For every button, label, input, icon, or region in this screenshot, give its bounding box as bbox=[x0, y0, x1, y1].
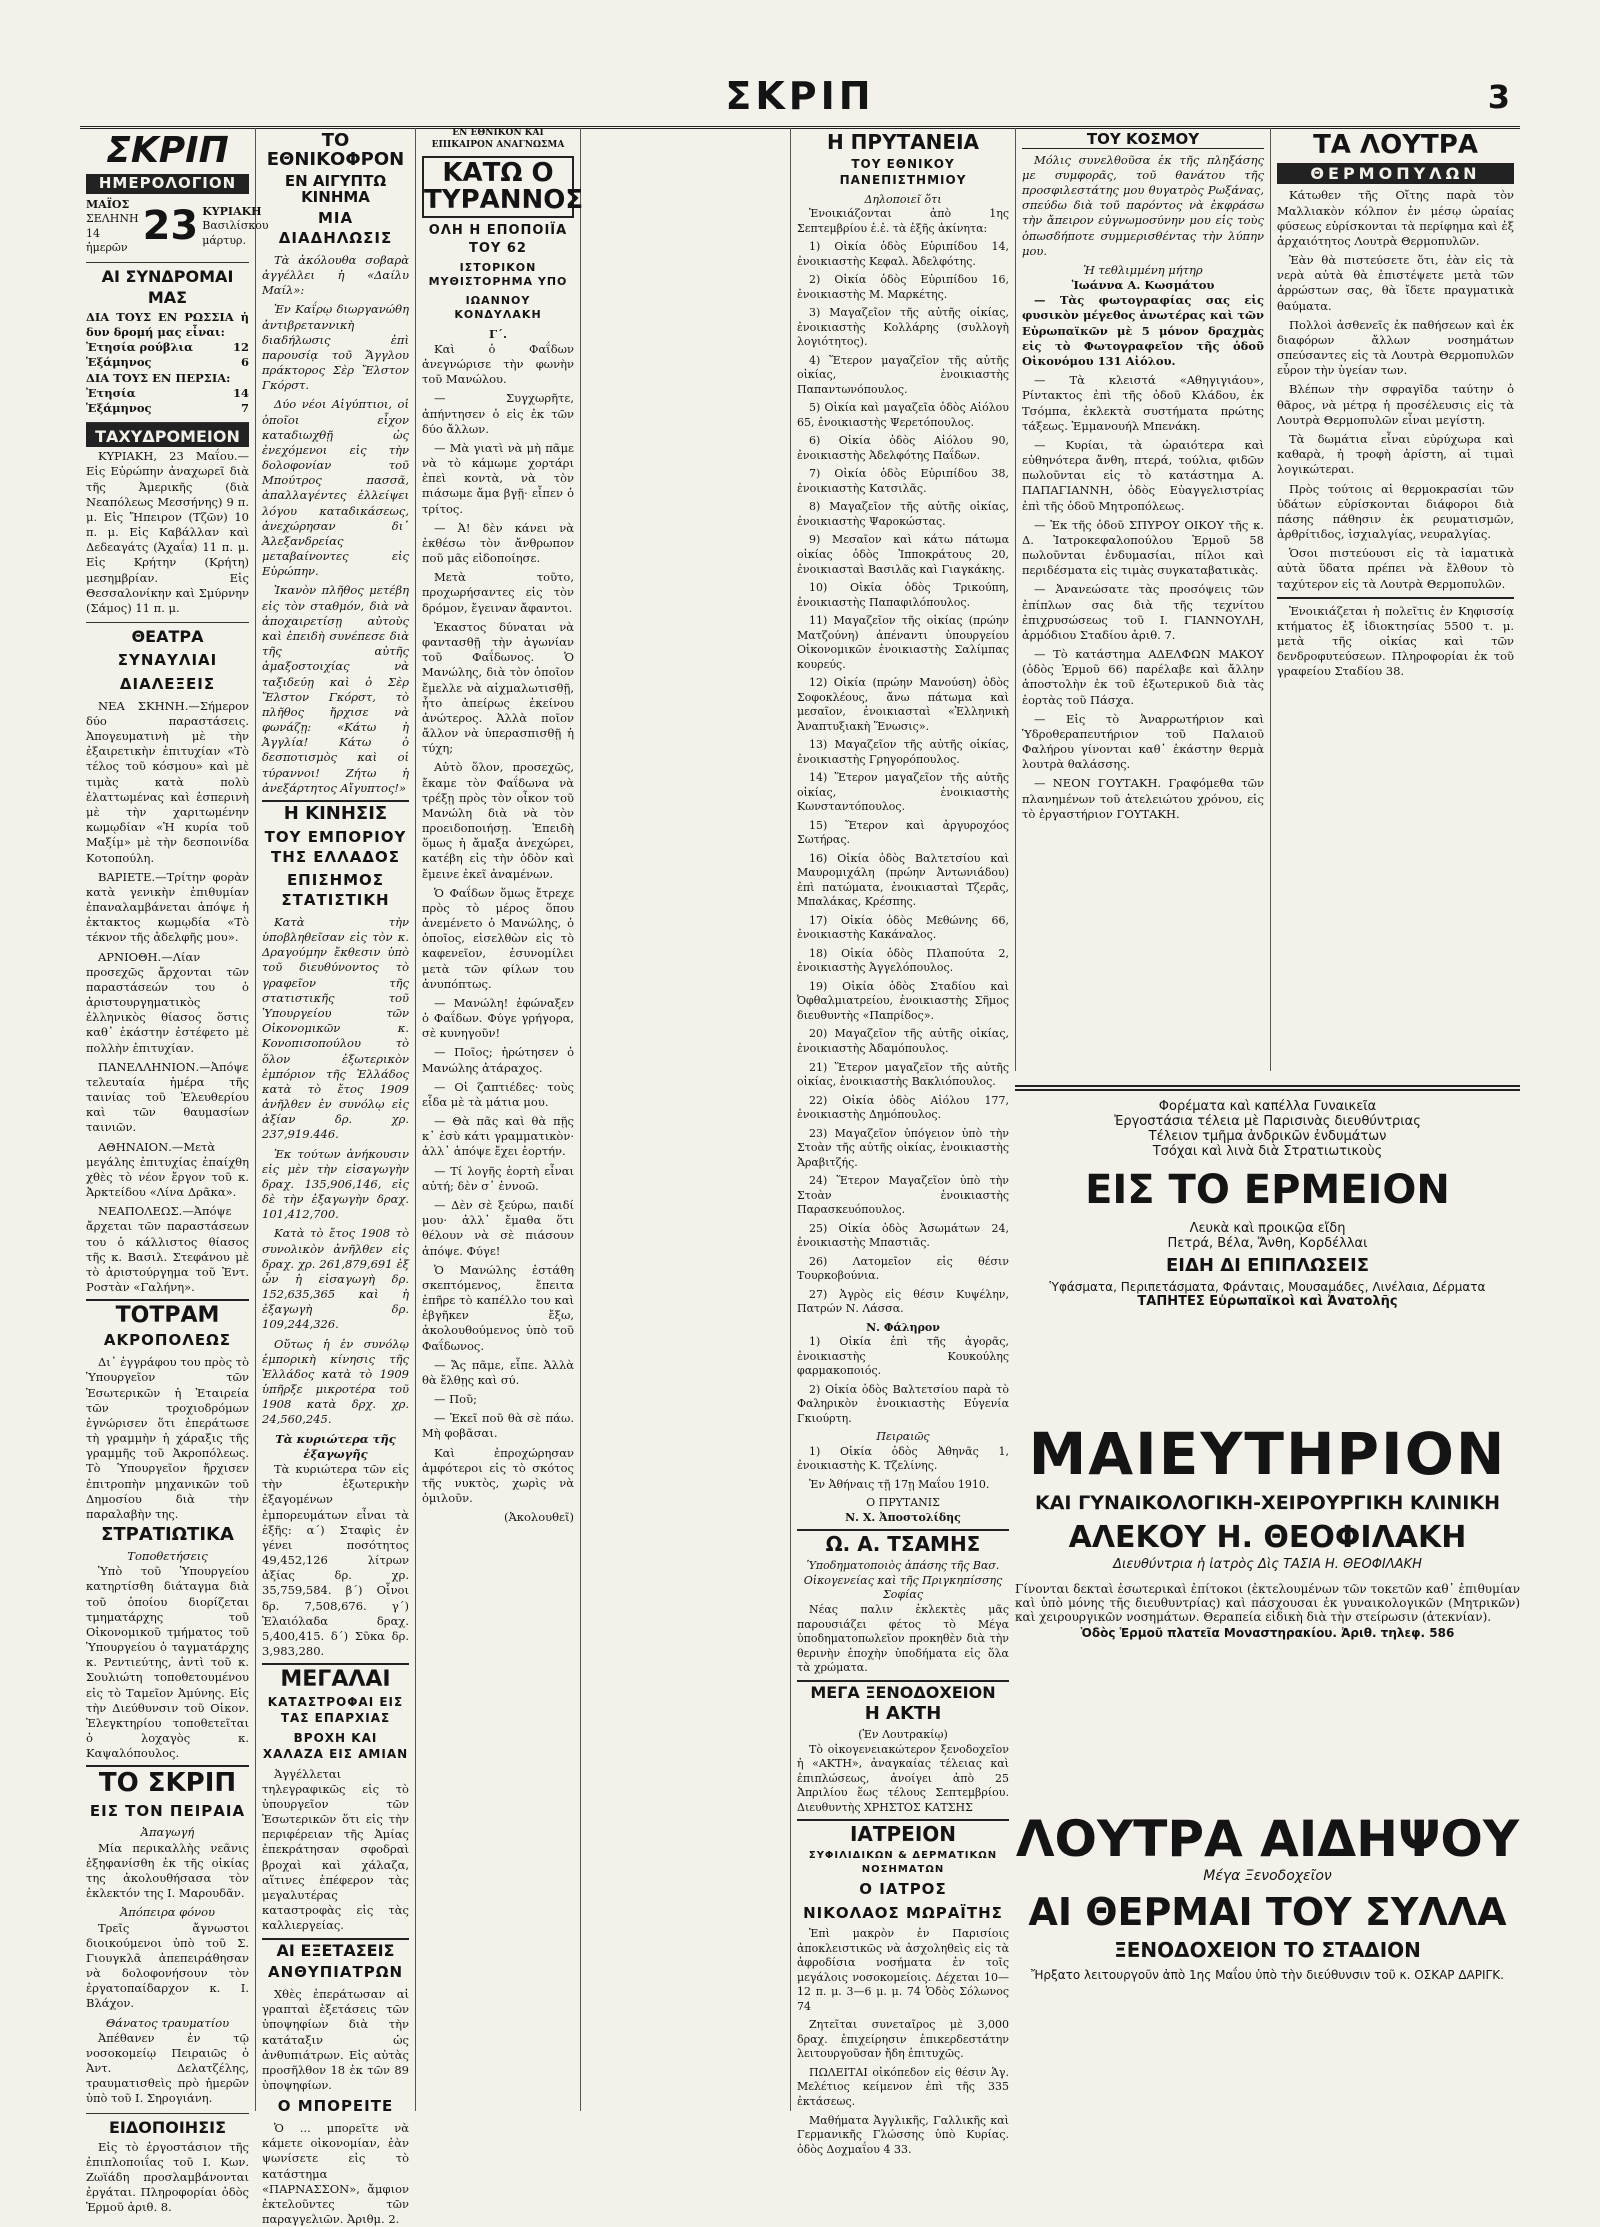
notice-text: Εἰς τὸ ἐργοστάσιον τῆς ἐπιπλοποιΐας τοῦ Ι. Κων. Ζωϊάδη προσλαμβάνονται ἐργάται. Πληροφορίαι ὁδὸς Ἑρμοῦ ἀριθ. 8. bbox=[86, 2139, 249, 2215]
serial-text: — Ἀ! δὲν κάνει νὰ ἐκθέσω τὸν ἄνθρωπον ποῦ μᾶς εἰδοποίησε. bbox=[422, 520, 574, 566]
classified-item: — Εἰς τὸ Ἀναρρωτήριον καὶ Ὑδροθεραπευτήριον τοῦ Παλαιοῦ Φαλήρου γίνονται καθ᾿ ἑκάστην θερμὰ λουτρὰ θαλάσσης. bbox=[1022, 711, 1264, 772]
article-headline: ΜΕΓΑΛΑΙ bbox=[262, 1663, 409, 1691]
theatre-item: ΒΑΡΙΕΤΕ.—Τρίτην φορὰν κατὰ γενικὴν ἐπιθυμίαν ἐπαναλαμβάνεται ἀπόψε ἡ ἐκτακτος κωμῳδία «Τὸ τέκνον τῆς ἀδελφῆς μου». bbox=[86, 869, 249, 945]
serial-text: Ὁ Φαΐδων ὅμως ἔτρεχε πρὸς τὸ μέρος ὅπου ἀνεμένετο ὁ Μανώλης, ὁ ὁποῖος, εἰσελθὼν εἰς τὸ καφενεῖον, ἐσυνομίλει μετὰ τῶν φίλων του ἀνυπόπτως. bbox=[422, 885, 574, 991]
notice-item: 20) Μαγαζεῖον τῆς αὐτῆς οἰκίας, ἐνοικιαστὴς Ἀδαμόπουλος. bbox=[797, 1027, 1009, 1055]
subscription-row bbox=[86, 386, 249, 401]
article-text: Ἐκ τούτων ἀνήκουσιν εἰς μὲν τὴν εἰσαγωγὴν δραχ. 135,906,146, εἰς δὲ τὴν ἐξαγωγὴν δραχ. 101,412,700. bbox=[262, 1146, 409, 1222]
serial-text: — Συγχωρῆτε, ἀπήντησεν ὁ εἰς ἐκ τῶν δύο ἄλλων. bbox=[422, 391, 574, 436]
ad-headline: Η ΑΚΤΗ bbox=[864, 1703, 942, 1725]
notice-item: 11) Μαγαζεῖον τῆς οἰκίας (πρώην Ματζούνη) ἀπέναντι ὑπουργείου Οἰκονομικῶν ἐνοικιαστὴς Σαλίμπας κουρεύς. bbox=[797, 614, 1009, 671]
calendar-title: ΗΜΕΡΟΛΟΓΙΟΝ bbox=[86, 174, 249, 194]
subscriptions-russia: ΔΙΑ ΤΟΥΣ ΕΝ ΡΩΣΣΙΑ ἡ δυν δρομή μας εἶναι: bbox=[86, 309, 249, 340]
ad-subheadline: ΝΙΚΟΛΑΟΣ ΜΩΡΑΪΤΗΣ bbox=[803, 1903, 1003, 1922]
theatre-item: ΑΘΗΝΑΙΟΝ.—Μετὰ μεγάλης ἐπιτυχίας ἐπαίχθη χθὲς τὸ νέον ἔργον τοῦ κ. Ἀρκτείδου «Λίνα Δρᾶκα». bbox=[86, 1139, 249, 1200]
ad-text: Ὑποδηματοποιὸς ἁπάσης τῆς Βασ. Οἰκογενείας καὶ τῆς Πριγκηπίσσης Σοφίας bbox=[803, 1559, 1003, 1602]
ad-text: (Ἐν Λουτρακίῳ) bbox=[858, 1728, 948, 1742]
serial-text: — Μανώλη! ἐφώναξεν ὁ Φαΐδων. Φύγε γρήγορα, σὲ κυνηγοῦν! bbox=[422, 995, 574, 1041]
ad-headline: ΜΕΓΑ ΞΕΝΟΔΟΧΕΙΟΝ bbox=[797, 1680, 1009, 1702]
section-headline: ΤΟΥ ΚΟΣΜΟΥ bbox=[1022, 132, 1264, 149]
piraeus-text: Τρεῖς ἄγνωστοι διοικούμενοι ὑπὸ τοῦ Σ. Γιουγκλᾶ ἀπεπειράθησαν νὰ δολοφονήσουν τὸν ἐργατοπαίδαρχον κ. Ι. Βλάχον. bbox=[86, 1920, 249, 2011]
notice-item: 24) Ἕτερον Μαγαζεῖον ὑπὸ τὴν Στοὰν ἐνοικιαστὴς Παρασκευόπουλος. bbox=[797, 1174, 1009, 1217]
notice-item: 12) Οἰκία (πρώην Μανούση) ὁδὸς Σοφοκλέους, ἄνω πάτωμα καὶ μεσαῖον, ἐνοικιασταὶ «Ἑλληνικὴ Ἀναπτυξιακὴ Ἕνωσις». bbox=[797, 676, 1009, 733]
notice-item: 16) Οἰκία ὁδὸς Βαλτετσίου καὶ Μαυρομιχάλη (πρώην Ἀντωνιάδου) ἐπὶ πατώματα, ἐνοικιασταὶ Τζερᾶς, Μπαλάκας, Κρέσπης. bbox=[797, 851, 1009, 909]
ad-text: Πρὸς τούτοις αἱ θερμοκρασίαι τῶν ὑδάτων εὑρίσκονται διάφοροι διὰ πάσης πάθησιν ἐκ ρευματισμῶν, ἀρθρίτιδος, ἰσχιαλγίας, νευραλγίας. bbox=[1277, 481, 1514, 542]
piraeus-heading: Ἀπαγωγή bbox=[140, 1825, 195, 1840]
notice-subheadline: ΤΟΥ ΕΘΝΙΚΟΥ ΠΑΝΕΠΙΣΤΗΜΙΟΥ bbox=[839, 157, 967, 187]
concerts-title: ΣΥΝΑΥΛΙΑΙ bbox=[117, 651, 218, 670]
subscription-label: Ἐτησία ρούβλια bbox=[86, 340, 193, 355]
notice-item: 19) Οἰκία ὁδὸς Σταδίου καὶ Ὀφθαλμιατρείου, ἐνοικιαστὴς Σῆμος διευθυντὴς «Παπρίδος». bbox=[797, 979, 1009, 1022]
article-headline: Η ΚΙΝΗΣΙΣ bbox=[262, 800, 409, 824]
article-text: Κατὰ τὸ ἔτος 1908 τὸ συνολικὸν ἀνῆλθεν εἰς δραχ. χρ. 261,879,691 ἐξ ὧν ἡ εἰσαγωγὴ δρ. 152,635,365 καὶ ἡ ἐξαγωγὴ δρ. 109,244,326. bbox=[262, 1226, 409, 1332]
classified-item: — Τὰ κλειστά «Αθηγιγιάου», Ρίντακτος ἐπὶ τῆς ὁδοῦ Κλάδου, ἐκ Τσόμπα, ἐκλεκτὰ συστήματα πρώτης τάξεως. Ἐμμανουήλ Μπενάκη. bbox=[1022, 373, 1264, 433]
ad-line: Πετρά, Βέλα, Ἄνθη, Κορδέλλαι bbox=[1167, 1236, 1368, 1251]
notice-item: 2) Οἰκία ὁδὸς Εὐριπίδου 16, ἐνοικιαστὴς Μ. Μαρκέτης. bbox=[797, 273, 1009, 301]
ad-line: Ὑφάσματα, Περιπετάσματα, Φράνταις, Μουσαμάδες, Λινέλαια, Δέρματα bbox=[1049, 1280, 1486, 1294]
subscription-label: Ἑξάμηνος bbox=[86, 355, 152, 370]
notice-subheadline: Δηλοποιεῖ ὅτι bbox=[864, 192, 942, 206]
ad-text: Τὰ δωμάτια εἶναι εὐρύχωρα καὶ καθαρὰ, ἡ τροφὴ ἀρίστη, αἱ τιμαὶ λογικώτεραι. bbox=[1277, 431, 1514, 477]
column-1-brand: ΣΚΡΙΠ bbox=[106, 130, 229, 171]
notice-subheadline: Ν. Φάληρον bbox=[866, 1320, 940, 1334]
ad-text: Ὁσοι πιστεύουσι εἰς τὰ ἰαματικὰ αὐτὰ ὕδατα πρέπει νὰ ἔλθουν τὸ ταχύτερον εἰς τὰ Λουτρὰ Θερμοπυλῶν. bbox=[1277, 546, 1514, 591]
notice-item: 5) Οἰκία καὶ μαγαζεῖα ὁδὸς Αἰόλου 65, ἐνοικιαστὴς Ψερετόπουλος. bbox=[797, 401, 1009, 429]
notice-headline: Η ΠΡΥΤΑΝΕΙΑ bbox=[826, 130, 980, 154]
subscription-value: 12 bbox=[232, 340, 249, 355]
ad-title: ΛΟΥΤΡΑ ΑΙΔΗΨΟΥ bbox=[1015, 1810, 1520, 1868]
ad-line: Τέλειον τμῆμα ἀνδρικῶν ἐνδυμάτων bbox=[1148, 1129, 1387, 1144]
serial-subheadline: ΟΛΗ Η ΕΠΟΠΟΙΪΑ ΤΟΥ 62 bbox=[428, 223, 568, 256]
notice-item: 15) Ἕτερον καὶ ἀργυροχόος Σωτήρας. bbox=[797, 818, 1009, 847]
ermeion-ad bbox=[1015, 1085, 1520, 1369]
subscription-label: Ἐτησία bbox=[86, 385, 136, 400]
serial-text: — Οἱ ζαπτιέδες· τοὺς εἶδα μὲ τὰ μάτια μου. bbox=[422, 1079, 574, 1109]
ad-title: ΕΙΣ ΤΟ ΕΡΜΕΙΟΝ bbox=[1085, 1167, 1450, 1213]
notice-item: 1) Οἰκία ὁδὸς Ἀθηνᾶς 1, ἐνοικιαστὴς Κ. Τζελίνης. bbox=[797, 1444, 1009, 1473]
military-subtitle: Τοποθετήσεις bbox=[127, 1548, 208, 1563]
notice-subheadline: Πειραιῶς bbox=[876, 1430, 930, 1444]
serial-text: — Τί λογῆς ἑορτὴ εἶναι αὐτή; δὲν σ᾿ ἐννοῶ. bbox=[422, 1163, 574, 1193]
clinic-ad bbox=[1015, 1420, 1520, 1670]
ad-text: Ζητεῖται συνεταῖρος μὲ 3,000 δραχ. ἐπιχείρησιν ἐπικερδεστάτην λειτουργοῦσαν ἤδη ἐπιτυχῶς. bbox=[797, 2018, 1009, 2061]
article-headline: ΤΟ ΕΘΝΙΚΟΦΡΟΝ bbox=[266, 130, 405, 170]
notice-item: 23) Μαγαζεῖον ὑπόγειον ὑπὸ τὴν Στοὰν τῆς αὐτῆς οἰκίας, ἐνοικιαστὴς Ἀραβιτζής. bbox=[797, 1126, 1009, 1169]
serial-subheadline: ΙΣΤΟΡΙΚΟΝ ΜΥΘΙΣΤΟΡΗΜΑ ΥΠΟ bbox=[428, 260, 568, 289]
serial-text: — Ποῖος; ἠρώτησεν ὁ Μανώλης ἀτάραχος. bbox=[422, 1045, 574, 1075]
military-text: Ὑπὸ τοῦ Ὑπουργείου κατηρτίσθη διάταγμα διὰ τοῦ ὁποίου διορίζεται τμηματάρχης τοῦ Οἰκονομικοῦ τμήματος τοῦ Ὑπουργείου ὁ ταγματάρχης κ. Ρεντιεύτης, ἀντὶ τοῦ κ. Σουλιώτη τοποθετουμένου εἰς τὸ Ταμεῖον Ἀμύνης. Εἰς τὴν Διεύθυνσιν τοῦ Οἰκον. Ἐλεγκτηρίου τοποθετεῖται ὁ λοχαγὸς κ. Καψαλόπουλος. bbox=[86, 1564, 249, 1761]
ad-text: ΠΩΛΕΙΤΑΙ οἰκόπεδον εἰς θέσιν Ἁγ. Μελέτιος κείμενον ἐπὶ τῆς 335 ἐκτάσεως. bbox=[797, 2065, 1009, 2108]
notice-item: 14) Ἕτερον μαγαζεῖον τῆς αὐτῆς οἰκίας, ἐνοικιαστὴς Κωνσταντόπουλος. bbox=[797, 771, 1009, 814]
serial-author: ΙΩΑΝΝΟΥ ΚΟΝΔΥΛΑΚΗ bbox=[454, 293, 542, 322]
ad-text: Ἐὰν θὰ πιστεύσετε ὅτι, ἐὰν εἰς τὰ νερὰ αὐτὰ θὰ ἐπιστέψετε μετὰ τῶν ἀρρώστων σας, θὰ ἴδετε πραγματικὰ θαύματα. bbox=[1277, 253, 1514, 313]
column-4 bbox=[791, 128, 1015, 2156]
notice-item: 4) Ἕτερον μαγαζεῖον τῆς αὐτῆς οἰκίας, ἐνοικιαστὴς Παπαντωνόπουλος. bbox=[797, 353, 1009, 396]
serial-text: Αὐτὸ ὅλον, προσεχῶς, ἔκαμε τὸν Φαΐδωνα νὰ τρέξῃ πρὸς τὸν οἶκον τοῦ Μανώλη διὰ νὰ τὸν προειδοποιήσῃ. Ἐπειδὴ ὅμως ἡ ἄμαξα ἀνεχώρει, κατέβη εἰς τὴν ὁδὸν καὶ ἔμεινε ἐκεῖ ἀναμένων. bbox=[422, 760, 574, 881]
notice-item: 22) Οἰκία ὁδὸς Αἰόλου 177, ἐνοικιαστὴς Δημόπουλος. bbox=[797, 1093, 1009, 1122]
ad-line: Τσόχαι καὶ λινὰ διὰ Στρατιωτικοὺς bbox=[1152, 1144, 1383, 1159]
serial-text: Ὁ Μανώλης ἐστάθη σκεπτόμενος, ἔπειτα ἐπῆρε τὸ καπέλλο του καὶ ἐβγῆκεν ἔξω, ἀκολουθούμενος ὑπὸ τοῦ Φαΐδωνος. bbox=[422, 1262, 574, 1353]
article-text: Δύο νέοι Αἰγύπτιοι, οἱ ὁποῖοι εἶχον καταδιωχθῇ ὡς ἐνεχόμενοι εἰς τὴν δολοφονίαν τοῦ Μπούτρος πασσᾶ, ἀπαλλαγέντες ἐλλείψει λόγου καταδικάσεως, ἀνεχώρησαν δι᾿ Ἀλεξανδρείας μεταβαίνοντες εἰς Εὐρώπην. bbox=[262, 397, 409, 579]
subscription-value: 6 bbox=[240, 355, 249, 370]
column-6 bbox=[1271, 128, 1520, 1071]
piraeus-text: Μία περικαλλὴς νεᾶνις ἐξηφανίσθη ἐκ τῆς οἰκίας της ἀκολουθήσασα τὸν ἐκλεκτόν της Ι. Μαρουδᾶν. bbox=[86, 1840, 249, 1901]
serial-text: — Μὰ γιατὶ νὰ μὴ πᾶμε νὰ τὸ κάμωμε χορτάρι ἐπεὶ κοντὰ, νὰ τὸν πιάσωμε ἄμα βγῇ· εἶπεν ὁ τρίτος. bbox=[422, 440, 574, 516]
classified-item: — Ἐκ τῆς ὁδοῦ ΣΠΥΡΟΥ ΟΙΚΟΥ τῆς κ. Δ. Ἰατροκεφαλοπούλου Ἑρμοῦ 58 πωλοῦνται ἐνδυμασίαι, πίλοι καὶ περιδέσματα εἰς τιμὰς συγκαταβατικὰς. bbox=[1022, 517, 1264, 578]
ad-text: Νέας παλιν ἐκλεκτὲς μᾶς παρουσιάζει φέτος τὸ Μέγα ὑποδηματοπωλεῖον προκηθὲν διὰ τὴν θερινὴν ἐποχὴν ὑποδήματα εἰς ὅλα τὰ χρώματα. bbox=[797, 1603, 1009, 1675]
notice-title: ΕΙΔΟΠΟΙΗΣΙΣ bbox=[86, 2113, 249, 2138]
theatre-item: ΝΕΑ ΣΚΗΝΗ.—Σήμερον δύο παραστάσεις. Ἀπογευματινὴ μὲ τὴν ἐξαιρετικὴν ἐπιτυχίαν «Τὸ τέλος τοῦ κόσμου» καὶ μὲ τιμὰς κατὰ πολὺ ἐλαττωμένας καὶ ἑσπερινὴ μὲ τὴν χαριτωμένην κωμῳδίαν «Ἡ κυρία τοῦ Μαξίμ» μὲ τὴν δεσποινίδα Κοτοπούλη. bbox=[86, 698, 249, 865]
post-text: ΚΥΡΙΑΚΗ, 23 Μαΐου.—Εἰς Εὐρώπην ἀναχωρεῖ διὰ τῆς Ἀμερικῆς (διὰ Νεαπόλεως Μεσσήνης) 9 π. μ. Εἰς Ἤπειρον (Τζῶν) 10 π. μ. Εἰς Καβάλλαν καὶ Δεδεαγάτς (Ἀχαΐα) 11 π. μ. Εἰς Κρήτην (Κρήτη) μεσημβρίαν. Εἰς Θεσσαλονίκην καὶ Σμύρνην (Σάμος) 11 π. μ. bbox=[86, 449, 249, 615]
ad-text: Κάτωθεν τῆς Οἴτης παρὰ τὸν Μαλλιακὸν κόλπον ἐν μέσῳ ὡραίας φύσεως εὑρίσκονται τὰ περίφημα καὶ ἐξ ἀρχαιότητος Λουτρὰ Θερμοπυλῶν. bbox=[1277, 188, 1514, 248]
article-headline: ΕΝ ΑΙΓΥΠΤΩ ΚΙΝΗΜΑ bbox=[284, 171, 387, 206]
notice-item: 18) Οἰκία ὁδὸς Πλαπούτα 2, ἐνοικιαστὴς Ἀγγελόπουλος. bbox=[797, 946, 1009, 975]
piraeus-heading: Ἀπόπειρα φόνου bbox=[119, 1905, 216, 1920]
serial-text: Καὶ ἐπροχώρησαν ἀμφότεροι εἰς τὸ σκότος τῆς νυκτὸς, χωρὶς νὰ ὁμιλοῦν. bbox=[422, 1445, 574, 1506]
ad-text: Ἐνοικιάζεται ἡ πολεῖτις ἐν Κηφισσίᾳ κτήματος ἐξ ἰδιοκτησίας 5500 τ. μ. μετὰ τῆς οἰκίας καὶ τῶν δενδροφυτεύσεων. Πληροφορίαι ἐκ τοῦ γραφείου Σταδίου 38. bbox=[1277, 603, 1514, 679]
ad-headline: ΤΑ ΛΟΥΤΡΑ bbox=[1313, 130, 1478, 160]
ad-name: ΑΛΕΚΟΥ Η. ΘΕΟΦΙΛΑΚΗ bbox=[1068, 1520, 1467, 1555]
serial-text: Μετὰ τοῦτο, προχωρήσαντες εἰς τὸν δρόμον, ἔγειναν ἄφαντοι. bbox=[422, 570, 574, 615]
ad-headline: ΙΑΤΡΕΙΟΝ bbox=[797, 1819, 1009, 1845]
serial-headline: ΚΑΤΩ Ο ΤΥΡΑΝΝΟΣ bbox=[422, 156, 574, 219]
calendar-month: ΜΑΪΟΣ bbox=[86, 197, 130, 211]
ad-subheadline: ΘΕΡΜΟΠΥΛΩΝ bbox=[1277, 163, 1514, 184]
notice-item: 7) Οἰκία ὁδὸς Εὐριπίδου 38, ἐνοικιαστὴς Κατσιλᾶς. bbox=[797, 467, 1009, 495]
subscription-row bbox=[86, 355, 249, 370]
notice-item: 26) Λατομεῖον εἰς θέσιν Τουρκοβούνια. bbox=[797, 1254, 1009, 1283]
subscription-row bbox=[86, 401, 249, 416]
divider bbox=[1277, 597, 1514, 599]
ad-subtitle: ΕΙΔΗ ΔΙ ΕΠΙΠΛΩΣΕΙΣ bbox=[1165, 1255, 1370, 1276]
tram-subtitle: ΑΚΡΟΠΟΛΕΩΣ bbox=[103, 1331, 232, 1350]
subscription-label: Ἑξάμηνος bbox=[86, 400, 152, 415]
ad-subheadline: Ο ΙΑΤΡΟΣ bbox=[859, 1879, 947, 1898]
ad-line: Ἐργοστάσια τέλεια μὲ Παρισινὰς διευθύντριας bbox=[1114, 1114, 1421, 1129]
piraeus-text: Ἀπέθανεν ἐν τῷ νοσοκομείῳ Πειραιῶς ὁ Ἀντ. Δελατζέλης, τραυματισθεὶς πρὸ ἡμερῶν ὑπὸ τοῦ Ι. Σηρογιάνη. bbox=[86, 2030, 249, 2106]
article-subheadline: ΤΟΥ ΕΜΠΟΡΙΟΥ ΤΗΣ ΕΛΛΑΔΟΣ bbox=[264, 827, 407, 866]
tram-text: Δι᾿ ἐγγράφου του πρὸς τὸ Ὑπουργεῖον τῶν Ἐσωτερικῶν ἡ Ἑταιρεία τῶν τροχιοδρόμων ἐγνώρισεν ὅτι ἐπεράτωσε τὴ γραμμὴν ἡ χάραξις τῆς γραμμῆς τοῦ Ἀκροπόλεως. Τὸ Ὑπουργεῖον ἤρχισεν ἐπιτροπὴν μηχανικῶν τοῦ Δημοσίου διὰ τὴν παραλαβὴν της. bbox=[86, 1355, 249, 1521]
notice-item: 8) Μαγαζεῖον τῆς αὐτῆς οἰκίας, ἐνοικιαστὴς Ψαροκώστας. bbox=[797, 500, 1009, 528]
column-5 bbox=[1016, 128, 1270, 1071]
article-text: Οὕτως ἡ ἐν συνόλῳ ἐμπορικὴ κίνησις τῆς Ἑλλάδος κατὰ τὸ 1909 ὑπῆρξε μικροτέρα τοῦ 1908 κατὰ δρχ. χρ. 24,560,245. bbox=[262, 1336, 409, 1427]
article-text: Ἐν Καΐρῳ διωργανώθη ἀντιβρεταννικὴ διαδήλωσις ἐπὶ παρουσίᾳ τοῦ Ἄγγλου πράκτορος Σὲρ Ἔλστον Γκόρστ. bbox=[262, 302, 409, 393]
article-text: Κατὰ τὴν ὑποβληθεῖσαν εἰς τὸν κ. Δραγούμην ἔκθεσιν ὑπὸ τοῦ διευθύνοντος τὸ γραφεῖον τῆς στατιστικῆς τοῦ Ὑπουργείου τῶν Οἰκονομικῶν κ. Κονοπισοπούλου τὸ ὅλον ἐξωτερικὸν ἐμπόριον τῆς Ἑλλάδος κατὰ τὸ ἔτος 1909 ἀνῆλθεν ἐν συνόλῳ εἰς ἀξίαν δρ. χρ. 237,919.446. bbox=[262, 914, 409, 1142]
ad-text: Τὸ οἰκογενειακώτερον ξενοδοχεῖον ἡ «ΑΚΤΗ», ἀναγκαίας τέλειας καὶ ἐπιπλώσεως, ἀνοίγει ἀπὸ 25 Ἀπριλίου ἕως τέλους Σεπτεμβρίου. Διευθυντὴς ΧΡΗΣΤΟΣ ΚΑΤΣΗΣ bbox=[797, 1742, 1009, 1814]
notice-item: 17) Οἰκία ὁδὸς Μεθώνης 66, ἐνοικιαστὴς Κακάναλος. bbox=[797, 913, 1009, 942]
ad-line: Μέγα Ξενοδοχεῖον bbox=[1203, 1868, 1332, 1884]
ad-line: Λευκὰ καὶ προικῷα εἴδη bbox=[1189, 1221, 1346, 1236]
tram-title: ΤΟΤΡΑΜ bbox=[86, 1299, 249, 1327]
serial-text: — Ποῦ; bbox=[434, 1392, 477, 1407]
ad-text: Μαθήματα Ἀγγλικῆς, Γαλλικῆς καὶ Γερμανικῆς Γλώσσης ὑπὸ Κυρίας. ὁδὸς Δοχμαΐου 4 33. bbox=[797, 2113, 1009, 2156]
subscriptions-persia: ΔΙΑ ΤΟΥΣ ΕΝ ΠΕΡΣΙΑ: bbox=[86, 370, 231, 385]
classified-item: — Ἀνανεώσατε τὰς προσόψεις τῶν ἐπίπλων σας διὰ τῆς τεχνίτου ἐπιχρυσώσεως τοῦ Ι. ΓΙΑΝΝΟΥΛΗ, ἁρμόδιου Σταδίου ἀριθ. 7. bbox=[1022, 582, 1264, 642]
serial-continued: (Ἀκολουθεῖ) bbox=[504, 1510, 574, 1525]
ad-line: Ὁδὸς Ἑρμοῦ πλατεῖα Μοναστηρακίου. Ἀριθ. τηλεφ. 586 bbox=[1080, 1626, 1455, 1640]
masthead bbox=[80, 70, 1520, 129]
ad-line: ΤΑΠΗΤΕΣ Εὐρωπαϊκοὶ καὶ Ἀνατολῆς bbox=[1137, 1294, 1398, 1309]
notice-item: 25) Οἰκία ὁδὸς Ἀσωμάτων 24, ἐνοικιαστὴς Μπαστιᾶς. bbox=[797, 1221, 1009, 1250]
ad-text: Βλέπων τὴν σφραγῖδα ταύτην ὁ θᾶρος, νὰ μέτρᾳ ἡ προσέλευσις εἰς τὰ Λουτρὰ Θερμοπυλῶν εἶναι μεγίστη. bbox=[1277, 382, 1514, 427]
piraeus-title: ΤΟ ΣΚΡΙΠ bbox=[86, 1765, 249, 1797]
notice-item: 9) Μεσαῖον καὶ κάτω πάτωμα οἰκίας ὁδὸς Ἱπποκράτους 20, ἐνοικιασταὶ Βασιλᾶς καὶ Γιαγκάκης. bbox=[797, 533, 1009, 576]
article-text: Χθὲς ἐπεράτωσαν αἱ γραπταὶ ἐξετάσεις τῶν ὑποψηφίων διὰ τὴν κατάταξιν ὡς ἀνθυπιάτρων. Εἰς αὐτὰς προσῆλθον 18 ἐκ τῶν 89 ὑποψηφίων. bbox=[262, 1987, 409, 2093]
article-subheadline: ΕΠΙΣΗΜΟΣ ΣΤΑΤΙΣΤΙΚΗ bbox=[281, 871, 390, 910]
theatre-item: ΠΑΝΕΛΛΗΝΙΟΝ.—Ἀπόψε τελευταία ἡμέρα τῆς ταινίας τοῦ Ἐλευθερίου καὶ τῶν θαυμασίων ταινιῶν. bbox=[86, 1059, 249, 1135]
condolence-signature-title: Ἡ τεθλιμμένη μήτηρ bbox=[1083, 262, 1203, 277]
ad-headline: Ο ΜΠΟΡΕΙΤΕ bbox=[277, 2097, 394, 2116]
notice-signature: Ν. Χ. Ἀποστολίδης bbox=[845, 1510, 961, 1524]
ad-line: Ἤρξατο λειτουργοῦν ἀπὸ 1ης Μαΐου ὑπὸ τὴν διεύθυνσιν τοῦ κ. ΟΣΚΑΡ ΔΑΡΙΓΚ. bbox=[1031, 1968, 1504, 1982]
article-subheadline: ΚΑΤΑΣΤΡΟΦΑΙ ΕΙΣ ΤΑΣ ΕΠΑΡΧΙΑΣ bbox=[267, 1695, 404, 1726]
article-text: Τὰ κυριώτερα τῶν εἰς τὴν ἐξωτερικὴν ἐξαγομένων ἐμπορευμάτων εἶναι τὰ ἑξῆς: α΄) Σταφὶς ἐν γένει ποσότητος 49,452,126 λίτρων ἀξίας δρ. χρ. 35,759,584. β΄) Οἶνοι δρ. 7,508,676. γ΄) Ἐλαιόλαδα δραχ. 5,400,415. δ΄) Σῦκα δρ. 3,983,280. bbox=[262, 1461, 409, 1659]
column-1 bbox=[80, 128, 269, 2215]
notice-item: 3) Μαγαζεῖον τῆς αὐτῆς οἰκίας, ἐνοικιαστὴς Κολλάρης (συλλογὴ λογιότητος). bbox=[797, 306, 1009, 349]
notice-item: 27) Ἀγρὸς εἰς θέσιν Κυψέλην, Πατρών Ν. Λάσσα. bbox=[797, 1287, 1009, 1316]
serial-text: — Ἄς πᾶμε, εἶπε. Ἀλλὰ θὰ ἔλθῃς καὶ σύ. bbox=[422, 1357, 574, 1387]
ad-subtitle: ΞΕΝΟΔΟΧΕΙΟΝ ΤΟ ΣΤΑΔΙΟΝ bbox=[1114, 1938, 1421, 1962]
military-title: ΣΤΡΑΤΙΩΤΙΚΑ bbox=[101, 1524, 234, 1546]
column-divider bbox=[580, 128, 581, 2111]
notice-text: Ἐνοικιάζονται ἀπὸ 1ης Σεπτεμβρίου ἐ.ἐ. τὰ ἑξῆς ἀκίνητα: bbox=[797, 207, 1009, 235]
classified-item: — Τὸ κατάστημα ΑΔΕΛΦΩΝ ΜΑΚΟΥ (ὁδὸς Ἑρμοῦ 66) παρέλαβε καὶ ἄλλην ἀποστολὴν ἐκ τοῦ ἐξωτερικοῦ διὰ τὰς ἑορτὰς τοῦ Πάσχα. bbox=[1022, 647, 1264, 707]
subscriptions-title: ΑΙ ΣΥΝΔΡΟΜΑΙ ΜΑΣ bbox=[86, 262, 249, 308]
lectures-title: ΔΙΑΛΕΞΕΙΣ bbox=[119, 674, 216, 693]
notice-date: Ἐν Ἀθήναις τῇ 17ῃ Μαΐου 1910. bbox=[809, 1477, 990, 1491]
calendar-date bbox=[86, 197, 269, 256]
calendar-moon: ΣΕΛΗΝΗ 14 ἡμερῶν bbox=[86, 212, 139, 255]
post-title: ΤΑΧΥΔΡΟΜΕΙΟΝ bbox=[86, 422, 249, 447]
theatre-item: ΝΕΑΠΟΛΕΩΣ.—Ἀπόψε ἄρχεται τῶν παραστάσεων του ὁ κάλλιστος θίασος τῆς κ. Βασιλ. Στεφάνου μὲ τὸ ἀριστούργημα τοῦ Ἐντ. Ροστὰν «Γαλήνη». bbox=[86, 1204, 249, 1295]
notice-item: 21) Ἕτερον μαγαζεῖον τῆς αὐτῆς οἰκίας, ἐνοικιαστὴς Βακλιόπουλος. bbox=[797, 1060, 1009, 1089]
subscription-value: 14 bbox=[232, 385, 249, 400]
serial-chapter: Γ΄. bbox=[489, 326, 507, 341]
classified-item: — Κυρίαι, τὰ ὡραιότερα καὶ εὐθηνότερα ἄνθη, πτερά, τούλια, φιδῶν πωλοῦνται εἰς τὸ κατάστημα Α. ΠΑΠΑΓΙΑΝΝΗ, ὁδὸς Εὐαγγελιστρίας ἐπὶ τῆς ὁδοῦ Μητροπόλεως. bbox=[1022, 437, 1264, 513]
notice-item: 10) Οἰκία ὁδὸς Τρικούπη, ἐνοικιαστὴς Παπαφιλόπουλος. bbox=[797, 581, 1009, 609]
notice-item: 1) Οἰκία ἐπὶ τῆς ἀγορᾶς, ἐνοικιαστὴς Κουκούλης φαρμακοποιός. bbox=[797, 1335, 1009, 1378]
calendar-weekday: ΚΥΡΙΑΚΗ bbox=[202, 204, 262, 218]
article-text: Ἀγγέλλεται τηλεγραφικῶς εἰς τὸ ὑπουργεῖον τῶν Ἐσωτερικῶν ὅτι εἰς τὴν περιφέρειαν τῆς Ἀμίας ἐπεκράτησαν σφοδραὶ βροχαὶ καὶ χάλαζα, αἵτινες ἐπέφερον τὰς μεγαλυτέρας καταστροφὰς εἰς τὰς καλλιεργείας. bbox=[262, 1766, 409, 1933]
masthead-title: ΣΚΡΙΠ bbox=[725, 74, 875, 118]
page-number: 3 bbox=[1487, 78, 1510, 116]
ad-text: Πολλοὶ ἀσθενεῖς ἐκ παθήσεων καὶ ἐκ διαφόρων ἄλλων νοσημάτων σπεύσαντες εἰς τὰ Λουτρὰ Θερμοπυλῶν εὗρον τὴν ὑγείαν των. bbox=[1277, 317, 1514, 378]
ad-line: Φορέματα καὶ καπέλλα Γυναικεῖα bbox=[1158, 1099, 1377, 1114]
ad-line: Γίνονται δεκταὶ ἐσωτερικαὶ ἐπίτοκοι (ἐκτελουμένων τῶν τοκετῶν καθ᾿ ἐπιθυμίαν καὶ ὑπὸ μόνης τῆς διευθυντρίας) καὶ πάσχουσαι ἐκ γυναικολογικῶν (Μητρικῶν) καὶ χειρουργικῶν νοσημάτων. Θεραπεία εἰδικὴ διὰ τὴν στείρωσιν (ἀτεκνίαν). bbox=[1015, 1582, 1520, 1624]
ad-title: ΜΑΙΕΥΤΗΡΙΟΝ bbox=[1028, 1420, 1507, 1488]
ad-line: Διευθύντρια ἡ ἰατρὸς Δὶς ΤΑΣΙΑ Η. ΘΕΟΦΙΛΑΚΗ bbox=[1113, 1557, 1422, 1572]
piraeus-subtitle: ΕΙΣ ΤΟΝ ΠΕΙΡΑΙΑ bbox=[89, 1801, 246, 1820]
ad-text: Ὁ ... μπορεῖτε νὰ κάμετε οἰκονομίαν, ἐὰν ψωνίσετε εἰς τὸ κατάστημα «ΠΑΡΝΑΣΣΟΝ», ἄμφιον ἐκτελοῦντες τῶν παραγγελιῶν. Ἀριθμ. 2. bbox=[262, 2121, 409, 2227]
subscription-row bbox=[86, 340, 249, 355]
subscription-value: 7 bbox=[240, 400, 249, 415]
notice-item: 13) Μαγαζεῖον τῆς αὐτῆς οἰκίας, ἐνοικιαστὴς Γρηγορόπουλος. bbox=[797, 738, 1009, 766]
ad-headline: Ω. Α. ΤΣΑΜΗΣ bbox=[797, 1529, 1009, 1555]
classified-item: — Τὰς φωτογραφίας σας εἰς φυσικὸν μέγεθος ἀνωτέρας καὶ τῶν Εὐρωπαϊκῶν μὲ 5 μόνον δραχμὰς εἰς τὸ Φωτογραφεῖον τῆς ὁδοῦ Οἰκονόμου 131 Αἰόλου. bbox=[1022, 293, 1264, 368]
article-subheadline: ΑΝΘΥΠΙΑΤΡΩΝ bbox=[267, 1963, 404, 1982]
article-subheadline: ΜΙΑ ΔΙΑΔΗΛΩΣΙΣ bbox=[278, 209, 393, 248]
piraeus-heading: Θάνατος τραυματίου bbox=[105, 2015, 230, 2030]
serial-text: Καὶ ὁ Φαΐδων ἀνεγνώρισε τὴν φωνὴν τοῦ Μανώλου. bbox=[422, 341, 574, 387]
ad-title: ΑΙ ΘΕΡΜΑΙ ΤΟΥ ΣΥΛΛΑ bbox=[1028, 1890, 1507, 1934]
serial-text: — Δὲν σὲ ξεύρω, παιδί μου· ἀλλ᾿ ἔμαθα ὅτι θέλουν νὰ σὲ πιάσουν ἀπόψε. Φύγε! bbox=[422, 1198, 574, 1258]
theatres-title: ΘΕΑΤΡΑ bbox=[86, 622, 249, 647]
serial-text: — Ἐκεῖ ποῦ θὰ σὲ πάω. Μὴ φοβᾶσαι. bbox=[422, 1411, 574, 1441]
serial-text: — Θὰ πᾶς καὶ θὰ πῇς κ᾿ ἐσὺ κάτι γραμματικὸν· ἀλλ᾿ ἀπόψε ἔχει ἑορτήν. bbox=[422, 1114, 574, 1159]
calendar-day: 23 bbox=[142, 203, 199, 250]
classified-item: — ΝΕΟΝ ΓΟΥΤΑΚΗ. Γραφόμεθα τῶν πλανημένων τοῦ ἀτελειώτου χρόνου, εἰς τὸ ἐργαστήριον ΓΟΥΤΑΚΗ. bbox=[1022, 776, 1264, 821]
article-text: Τὰ ἀκόλουθα σοβαρὰ ἀγγέλλει ἡ «Δαίλυ Μαίλ»: bbox=[262, 252, 409, 298]
column-2 bbox=[256, 128, 415, 2227]
article-subheadline: Τὰ κυριώτερα τῆς ἐξαγωγῆς bbox=[275, 1431, 396, 1461]
serial-kicker: ΕΝ ΕΘΝΙΚΟΝ ΚΑΙ ΕΠΙΚΑΙΡΟΝ ΑΝΑΓΝΩΣΜΑ bbox=[431, 128, 565, 150]
ad-subtitle: ΚΑΙ ΓΥΝΑΙΚΟΛΟΓΙΚΗ-ΧΕΙΡΟΥΡΓΙΚΗ ΚΛΙΝΙΚΗ bbox=[1034, 1492, 1501, 1514]
notice-item: 2) Οἰκία ὁδὸς Βαλτετσίου παρὰ τὸ Φαληρικὸν ἐνοικιαστὴς Εὐγενία Γκιούρτη. bbox=[797, 1382, 1009, 1425]
ad-subheadline: ΣΥΦΙΛΙΔΙΚΩΝ & ΔΕΡΜΑΤΙΚΩΝ ΝΟΣΗΜΑΤΩΝ bbox=[808, 1850, 998, 1875]
article-text: Ἱκανὸν πλῆθος μετέβη εἰς τὸν σταθμόν, διὰ νὰ ἀποχαιρετίσῃ αὐτοὺς καὶ ἐπειδὴ συνέπεσε διὰ τῆς αὐτῆς ἁμαξοστοιχίας νὰ ταξιδεύῃ καὶ ὁ Σὲρ Ἔλστον Γκόρστ, τὸ πλῆθος ἤρχισε νὰ φωνάζῃ: «Κάτω ἡ Ἀγγλία! Κάτω ὁ δεσποτισμὸς καὶ οἱ τύραννοι! Ζήτω ἡ ἀνεξάρτητος Αἴγυπτος!» bbox=[262, 583, 409, 795]
notice-signature-title: Ο ΠΡΥΤΑΝΙΣ bbox=[866, 1496, 940, 1510]
aidipsos-ad bbox=[1015, 1810, 1520, 2100]
condolence-signature: Ἰωάννα Α. Κωσμάτου bbox=[1071, 278, 1215, 293]
calendar-saint: Βασιλίσκου μάρτυρ. bbox=[202, 219, 269, 247]
column-3 bbox=[416, 128, 584, 2111]
article-subheadline: ΒΡΟΧΗ ΚΑΙ ΧΑΛΑΖΑ ΕΙΣ ΑΜΙΑΝ bbox=[262, 1730, 409, 1761]
serial-text: Ἐκαστος δύναται νὰ φαντασθῇ τὴν ἀγωνίαν τοῦ Φαΐδωνος. Ὁ Μανώλης, διὰ τὸν ὁποῖον ἔμελλε νὰ αἰχμαλωτισθῇ, ἦτο ἀπείρως ἐκείνου ἀνώτερος. Ἀλλὰ ποῖον ἄλλον νὰ ὑπερασπισθῇ ἡ τύχη; bbox=[422, 619, 574, 756]
notice-item: 6) Οἰκία ὁδὸς Αἰόλου 90, ἐνοικιαστὴς Ἀδελφότης Παΐδων. bbox=[797, 434, 1009, 462]
ad-text: Ἐπὶ μακρὸν ἐν Παρισίοις ἀποκλειστικῶς νὰ ἀσχοληθεὶς εἰς τὰ ἀφροδίσια νοσήματα ἐν τοῖς μεγάλοις νοσοκομείοις. Δέχεται 10—12 π. μ. 3—6 μ. μ. 74 Ὁδὸς Σόλωνος 74 bbox=[797, 1927, 1009, 2013]
notice-item: 1) Οἰκία ὁδὸς Εὐριπίδου 14, ἐνοικιαστὴς Κεφαλ. Ἀδελφότης. bbox=[797, 240, 1009, 268]
condolence-text: Μόλις συνελθοῦσα ἐκ τῆς πληξάσης με συμφορᾶς, τοῦ θανάτου τῆς προσφιλεστάτης μου θυγατρὸς Ρωξάνας, σπεύδω διὰ τοῦ παρόντος νὰ ἐκφράσω τὴν ἄπειρον εὐγνωμοσύνην μου εἰς τοὺς ὁπωσδήποτε συμμερισθέντας τὴν λύπην μου. bbox=[1022, 152, 1264, 258]
article-headline: ΑΙ ΕΞΕΤΑΣΕΙΣ bbox=[262, 1938, 409, 1960]
theatre-item: ΑΡΝΙΟΘΗ.—Λίαν προσεχῶς ἄρχονται τῶν παραστάσεών του ὁ ἀριστουργηματικὸς ἐλληνικὸς θίασος ὅστις καθ᾿ ἑκάστην ἐστέφετο μὲ πολλὴν ἐπιτυχίαν. bbox=[86, 949, 249, 1055]
